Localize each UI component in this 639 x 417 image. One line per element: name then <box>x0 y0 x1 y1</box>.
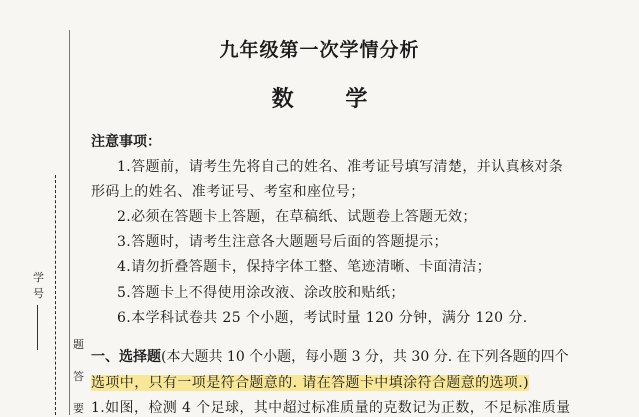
section-1-title: 一、选择题 <box>91 349 161 365</box>
section-1-header <box>91 346 569 366</box>
binding-dashed-line <box>55 175 56 415</box>
notice-item-2: 2.必须在答题卡上答题，在草稿纸、试题卷上答题无效； <box>117 209 477 225</box>
notice-item-1: 1.答题前，请考生先将自己的姓名、准考证号填写清楚，并认真核对条 <box>117 159 564 175</box>
notice-item-5: 5.答题卡上不得使用涂改液、涂改胶和贴纸； <box>117 285 405 301</box>
notice-item-6: 6.本学科试卷共 25 个小题，考试时量 120 分钟，满分 120 分. <box>117 310 528 326</box>
student-id-label: 学 号 <box>33 271 44 300</box>
notice-item-1-cont: 形码上的姓名、准考证号、考室和座位号； <box>91 184 365 200</box>
margin-char-yao: 要 <box>73 402 84 415</box>
notice-heading: 注意事项： <box>91 134 161 150</box>
section-1-desc: (本大题共 10 个小题，每小题 3 分，共 30 分. 在下列各题的四个 <box>161 349 569 365</box>
student-id-blank <box>37 305 38 350</box>
exam-title: 九年级第一次学情分析 <box>219 39 420 61</box>
margin-char-ti: 题 <box>73 338 84 351</box>
subject-title: 数 学 <box>271 86 390 112</box>
notice-item-4: 4.请勿折叠答题卡，保持字体工整、笔迹清晰、卡面清洁； <box>117 259 492 275</box>
question-1: 1.如图，检测 4 个足球，其中超过标准质量的克数记为正数，不足标准质量 <box>91 400 571 416</box>
notice-item-3: 3.答题时，请考生注意各大题题号后面的答题提示； <box>117 234 448 250</box>
section-1-desc-highlight: 选项中，只有一项是符合题意的. 请在答题卡中填涂符合题意的选项.) <box>91 375 530 391</box>
margin-char-da: 答 <box>73 370 84 383</box>
section-1-desc-cont <box>91 372 529 392</box>
